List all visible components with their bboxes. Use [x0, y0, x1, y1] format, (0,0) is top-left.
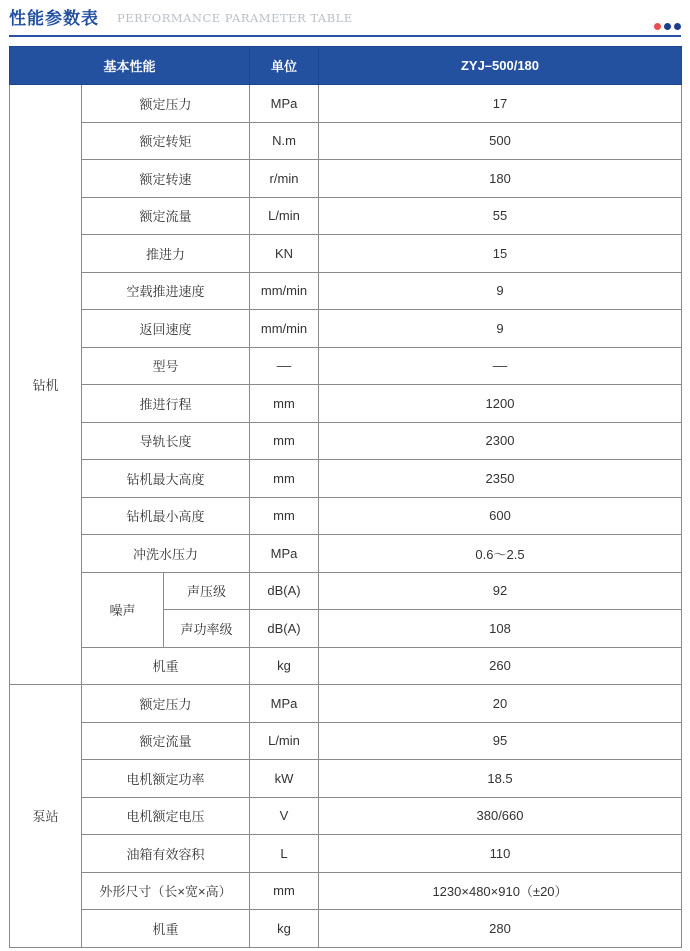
table-body — [10, 85, 682, 948]
param-unit: r/min — [250, 160, 319, 198]
param-label: 电机额定电压 — [82, 797, 250, 835]
param-label: 机重 — [82, 910, 250, 948]
param-value: 20 — [319, 685, 682, 723]
param-value: 260 — [319, 647, 682, 685]
param-unit: mm/min — [250, 272, 319, 310]
param-value: 380/660 — [319, 797, 682, 835]
param-value: 2350 — [319, 460, 682, 498]
param-label: 机重 — [82, 647, 250, 685]
param-value: 92 — [319, 572, 682, 610]
dot-icon — [674, 23, 681, 30]
param-unit: L/min — [250, 722, 319, 760]
param-label: 油箱有效容积 — [82, 835, 250, 873]
param-label: 钻机最大高度 — [82, 460, 250, 498]
param-unit: dB(A) — [250, 610, 319, 648]
page-title: 性能参数表 — [9, 9, 99, 29]
param-unit: kg — [250, 647, 319, 685]
table-row — [10, 85, 682, 123]
table-row — [10, 497, 682, 535]
decorative-dots — [651, 15, 681, 23]
param-unit: mm — [250, 872, 319, 910]
table-row — [10, 235, 682, 273]
table-row — [10, 722, 682, 760]
table-row — [10, 160, 682, 198]
param-label: 返回速度 — [82, 310, 250, 348]
dot-icon — [664, 23, 671, 30]
param-label: 导轨长度 — [82, 422, 250, 460]
param-value: 110 — [319, 835, 682, 873]
category-cell-pump: 泵站 — [10, 685, 82, 948]
param-label: 钻机最小高度 — [82, 497, 250, 535]
param-value: 600 — [319, 497, 682, 535]
table-header-row — [10, 47, 682, 85]
param-value: 1200 — [319, 385, 682, 423]
category-cell-drill: 钻机 — [10, 85, 82, 685]
table-row — [10, 647, 682, 685]
param-unit: kg — [250, 910, 319, 948]
param-value: 180 — [319, 160, 682, 198]
param-unit: L — [250, 835, 319, 873]
param-unit: MPa — [250, 535, 319, 573]
param-value: 280 — [319, 910, 682, 948]
param-value: 17 — [319, 85, 682, 123]
heading-divider — [9, 35, 681, 37]
param-label: 冲洗水压力 — [82, 535, 250, 573]
table-row — [10, 797, 682, 835]
param-label: 声压级 — [164, 572, 250, 610]
param-value: 18.5 — [319, 760, 682, 798]
param-label: 空载推进速度 — [82, 272, 250, 310]
table-row — [10, 572, 682, 610]
table-row — [10, 347, 682, 385]
param-unit: N.m — [250, 122, 319, 160]
param-label: 推进力 — [82, 235, 250, 273]
param-value: 55 — [319, 197, 682, 235]
param-label: 声功率级 — [164, 610, 250, 648]
param-value: 9 — [319, 310, 682, 348]
table-row — [10, 910, 682, 948]
table-row — [10, 835, 682, 873]
param-label: 额定转矩 — [82, 122, 250, 160]
table-row — [10, 872, 682, 910]
table-row — [10, 460, 682, 498]
table-row — [10, 197, 682, 235]
param-label: 额定流量 — [82, 197, 250, 235]
param-label: 额定流量 — [82, 722, 250, 760]
table-row — [10, 422, 682, 460]
param-value: 2300 — [319, 422, 682, 460]
parameter-table — [9, 46, 682, 948]
column-header-unit: 单位 — [250, 47, 319, 85]
table-row — [10, 760, 682, 798]
param-value: 15 — [319, 235, 682, 273]
param-label: 外形尺寸（长×宽×高） — [82, 872, 250, 910]
param-unit: KN — [250, 235, 319, 273]
dot-icon — [654, 23, 661, 30]
param-unit: –– — [250, 347, 319, 385]
param-label: 型号 — [82, 347, 250, 385]
table-row — [10, 272, 682, 310]
param-unit: mm — [250, 385, 319, 423]
param-value: 0.6～2.5 — [319, 535, 682, 573]
noise-group-label: 噪声 — [82, 572, 164, 647]
param-unit: mm/min — [250, 310, 319, 348]
param-value: 1230×480×910（±20） — [319, 872, 682, 910]
param-unit: kW — [250, 760, 319, 798]
param-value: 9 — [319, 272, 682, 310]
param-value: –– — [319, 347, 682, 385]
param-unit: mm — [250, 422, 319, 460]
param-unit: mm — [250, 497, 319, 535]
table-row — [10, 122, 682, 160]
param-value: 108 — [319, 610, 682, 648]
param-value: 500 — [319, 122, 682, 160]
param-label: 额定压力 — [82, 685, 250, 723]
param-label: 电机额定功率 — [82, 760, 250, 798]
table-row — [10, 535, 682, 573]
page-subtitle: PERFORMANCE PARAMETER TABLE — [117, 11, 353, 25]
param-label: 额定压力 — [82, 85, 250, 123]
param-unit: mm — [250, 460, 319, 498]
table-row — [10, 310, 682, 348]
column-header-model: ZYJ–500/180 — [319, 47, 682, 85]
table-row — [10, 685, 682, 723]
param-value: 95 — [319, 722, 682, 760]
param-unit: V — [250, 797, 319, 835]
param-unit: dB(A) — [250, 572, 319, 610]
param-unit: MPa — [250, 85, 319, 123]
param-label: 额定转速 — [82, 160, 250, 198]
column-header-performance: 基本性能 — [10, 47, 250, 85]
page-heading — [9, 2, 681, 32]
param-label: 推进行程 — [82, 385, 250, 423]
param-unit: MPa — [250, 685, 319, 723]
param-unit: L/min — [250, 197, 319, 235]
table-row — [10, 385, 682, 423]
